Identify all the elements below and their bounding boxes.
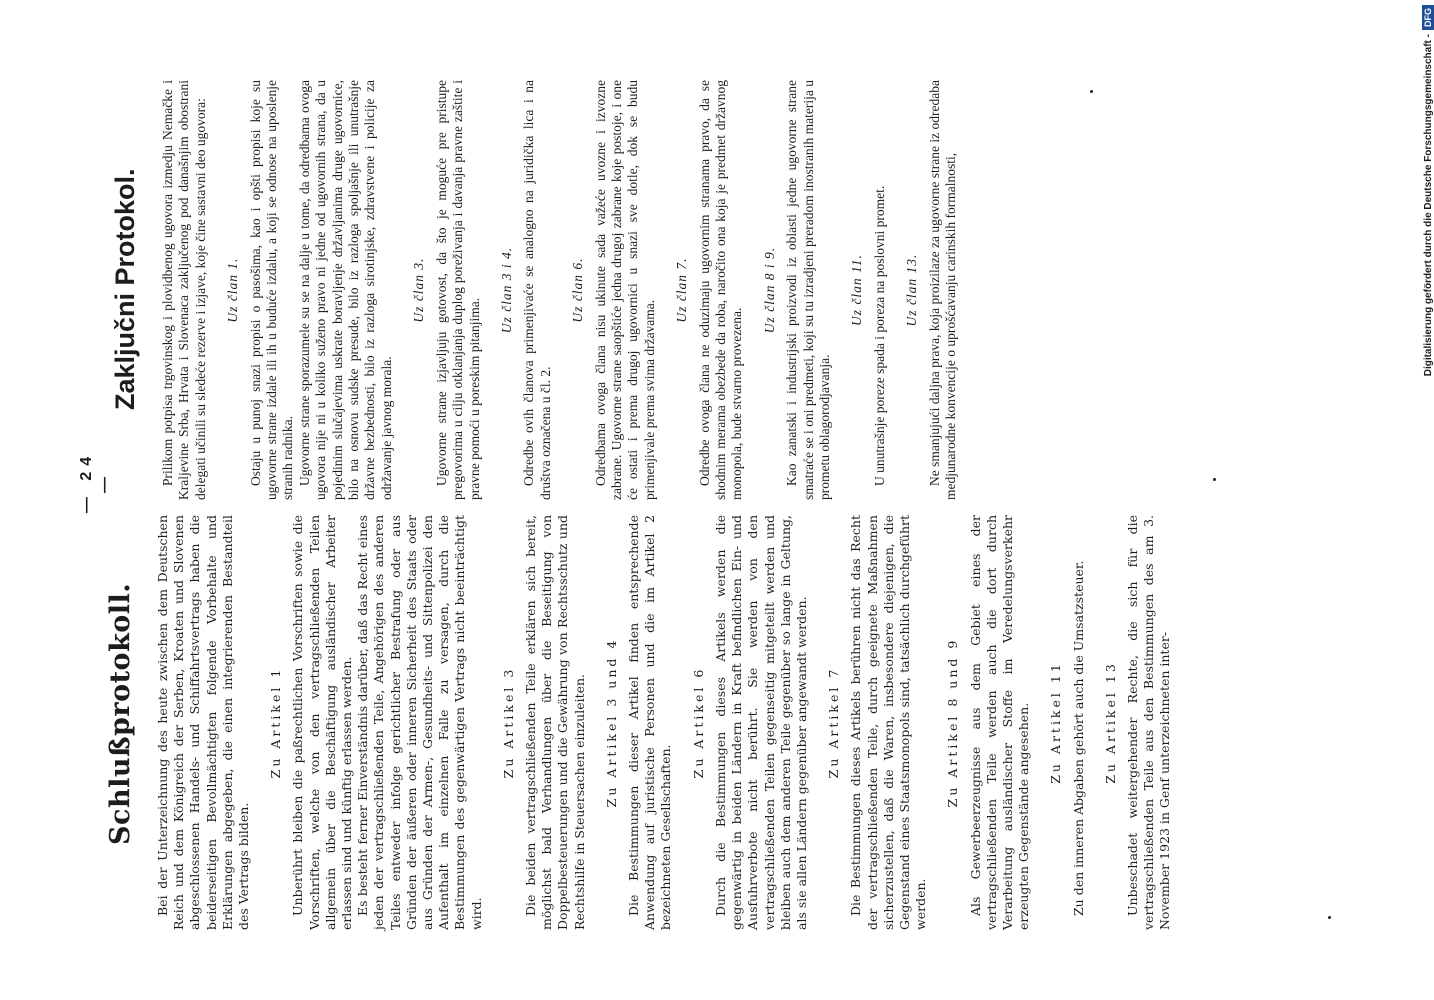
german-heading-1: Zu Artikel 1 xyxy=(268,666,284,779)
german-heading-3: Zu Artikel 3 und 4 xyxy=(603,637,619,808)
scan-speck xyxy=(1328,916,1331,919)
croatian-heading-2: Uz član 3. xyxy=(411,257,427,323)
german-paragraph: Durch die Bestimmungen dieses Artikels werden die gegenwärtig in beiden Ländern in Kraft befindlichen Ein- und Ausfuhrverbote nicht berührt. Sie werden von den vertragschließenden Teilen gegenseitig mitgeteilt werden und bleiben auch dem anderen Teile gegenüber so lange in Geltung, als sie allen Ländern gegenüber angewandt werden. xyxy=(712,515,809,930)
german-column xyxy=(155,515,1295,930)
croatian-paragraph: Odredbe ovoga člana ne oduzimaju ugovornim stranama pravo, da se shodnim merama obezbede da roba, naročito ona koja je predmet državnog monopola, bude stvarno provezena. xyxy=(696,80,745,500)
croatian-heading-1: Uz član 1. xyxy=(225,257,241,323)
croatian-paragraph: Ne smanjujući daljna prava, koja proizilaze za ugovorne strane iz odredaba medjunarodne konvencije o uprošćavanju carinskih formalnosti, xyxy=(926,80,959,500)
german-heading-8: Zu Artikel 13 xyxy=(1102,661,1118,784)
german-heading-5: Zu Artikel 7 xyxy=(826,666,842,779)
german-heading-4: Zu Artikel 6 xyxy=(690,666,706,779)
croatian-paragraph: Ugovorne strane izjavljuju gotovost, da što je moguće pre pristupe pregovorima u cilju otklanjanja duplog poreživanja i davanja pravne zaštite i pravne pomoći u poreskim pitanjima. xyxy=(433,80,482,500)
croatian-intro: Prilikom potpisa trgovinskog i plovidbenog ugovora izmedju Nemačke i Kraljevine Srba, Hrvata i Slovenaca zaključenog pod današnjim obostrani delegati učinili su sledeće rezerve i izjave, koje čine sastavni deo ugovora: xyxy=(160,80,208,500)
croatian-title: Zaključni Protokol. xyxy=(110,168,140,410)
croatian-heading-5: Uz član 7. xyxy=(674,257,690,323)
german-intro: Bei der Unterzeichnung des heute zwischen dem Deutschen Reich und dem Königreich der Serben, Kroaten und Slovenen abgeschlossenen Handels- und Schiffahrtsvertrags haben die beiderseitigen Bevollmächtigten folgende Vorbehalte und Erklärungen abgegeben, die einen integrierenden Bestandteil des Vertrags bilden. xyxy=(155,515,252,930)
croatian-paragraph: Odredbe ovih članova primenjivaće se analogno na juridička lica i na društva označena u čl. 2. xyxy=(521,80,553,500)
croatian-paragraph: Ostaju u punoj snazi propisi o pasošima, kao i opšti propisi koje su ugovorne strane izdale ili ih u buduće izdalu, a koji se odnose na uposlenje stranih radnika. xyxy=(247,80,296,500)
german-paragraph: Die Bestimmungen dieser Artikel finden entsprechende Anwendung auf juristische Personen und die im Artikel 2 bezeichneten Gesellschaften. xyxy=(626,515,674,930)
german-paragraph: Als Gewerbeerzeugnisse aus dem Gebiet eines der vertragschließenden Teile werden auch die dort durch Verarbeitung ausländischer Stoffe im Veredelungsverkehr erzeugten Gegenstände angesehen. xyxy=(967,515,1032,930)
scan-speck xyxy=(1213,478,1216,481)
dfg-logo: DFG xyxy=(1422,5,1434,30)
page-number: — 24 — xyxy=(78,450,113,514)
croatian-heading-8: Uz član 13. xyxy=(904,253,920,327)
croatian-paragraph: Kao zanatski i industrijski proizvodi iz oblasti jedne ugovorne strane smatraće se i oni predmeti, koji su tu izradjeni preradom inostranih materija u prometu oblagorodjavanja. xyxy=(784,80,832,500)
credit-text: Digitalisierung gefördert durch die Deutsche Forschungsgemeinschaft - xyxy=(1422,34,1434,377)
croatian-heading-6: Uz član 8 i 9. xyxy=(761,246,777,334)
german-heading-2: Zu Artikel 3 xyxy=(500,666,516,779)
scan-speck xyxy=(1090,90,1093,93)
german-paragraph: Unberührt bleiben die paßrechtlichen Vorschriften sowie die Vorschriften, welche von den vertragschließenden Teilen allgemein über die Beschäftigung ausländischer Arbeiter erlassen sind und künftig erlassen werden. xyxy=(290,515,355,930)
german-paragraph: Die beiden vertragschließenden Teile erklären sich bereit, möglichst bald Verhandlungen über die Beseitigung von Doppelbesteuerungen und die Gewährung von Rechtsschutz und Rechtshilfe in Steuersachen einzuleiten. xyxy=(523,515,587,930)
croatian-paragraph: Odredbama ovoga člana nisu ukinute sada važeće uvozne i izvozne zabrane. Ugovorne strane saopštiće jedna drugoj zabrane koje postoje, i one će ostati i prema drugoj ugovornici u snazi sve dotle, dok se budu primenjivale prema svima državama. xyxy=(592,80,657,500)
croatian-paragraph: Ugovorne strane sporazumele su se na dalje u tome, da odredbama ovoga ugovora nije ni u koliko suženo pravo ni jedne od ugovornih strana, da u pojedinim slučajevima uskrate boravljenje državljanima druge ugovornice, bilo na osnovu sudske presude, bilo iz razloga spoljašnje ili unutrašnje državne bezbednosti, bilo iz razloga sirotinjske, zdravstvene i policije za održavanje javnog morala. xyxy=(296,80,394,500)
german-paragraph: Unbeschadet weitergehender Rechte, die sich für die vertragschließenden Teile aus den Bestimmungen des am 3. November 1923 in Genf unterzeichneten inter- xyxy=(1124,515,1173,930)
german-paragraph: Es besteht ferner Einverständnis darüber, daß das Recht eines jeden der vertragschließenden Teile, Angehörigen des anderen Teiles entweder infolge gerichtlicher Bestrafung oder aus Gründen der äußeren oder inneren Sicherheit des Staats oder aus Gründen der Armen-, Gesundheits- und Sittenpolizei den Aufenthalt im einzelnen Falle zu versagen, durch die Bestimmungen des gegenwärtigen Vertrags nicht beeinträchtigt wird. xyxy=(355,515,484,930)
german-paragraph: Die Bestimmungen dieses Artikels berühren nicht das Recht der vertragschließenden Teile, durch geeignete Maßnahmen sicherzustellen, daß die Waren, insbesondere diejenigen, die Gegenstand eines Staatsmonopols sind, tatsächlich durchgeführt werden. xyxy=(848,515,929,930)
croatian-heading-3: Uz član 3 i 4. xyxy=(498,246,514,334)
croatian-column xyxy=(160,80,1300,500)
croatian-heading-4: Uz član 6. xyxy=(570,257,586,323)
german-heading-6: Zu Artikel 8 und 9 xyxy=(945,637,961,808)
german-title: Schlußprotokoll. xyxy=(105,582,136,845)
german-paragraph: Zu den inneren Abgaben gehört auch die Umsatzsteuer. xyxy=(1070,560,1086,916)
croatian-paragraph: U unutrašnje poreze spada i poreza na poslovni promet. xyxy=(871,185,887,486)
croatian-heading-7: Uz član 11. xyxy=(849,254,865,326)
german-heading-7: Zu Artikel 11 xyxy=(1048,661,1064,784)
digitization-credit xyxy=(1420,5,1434,990)
